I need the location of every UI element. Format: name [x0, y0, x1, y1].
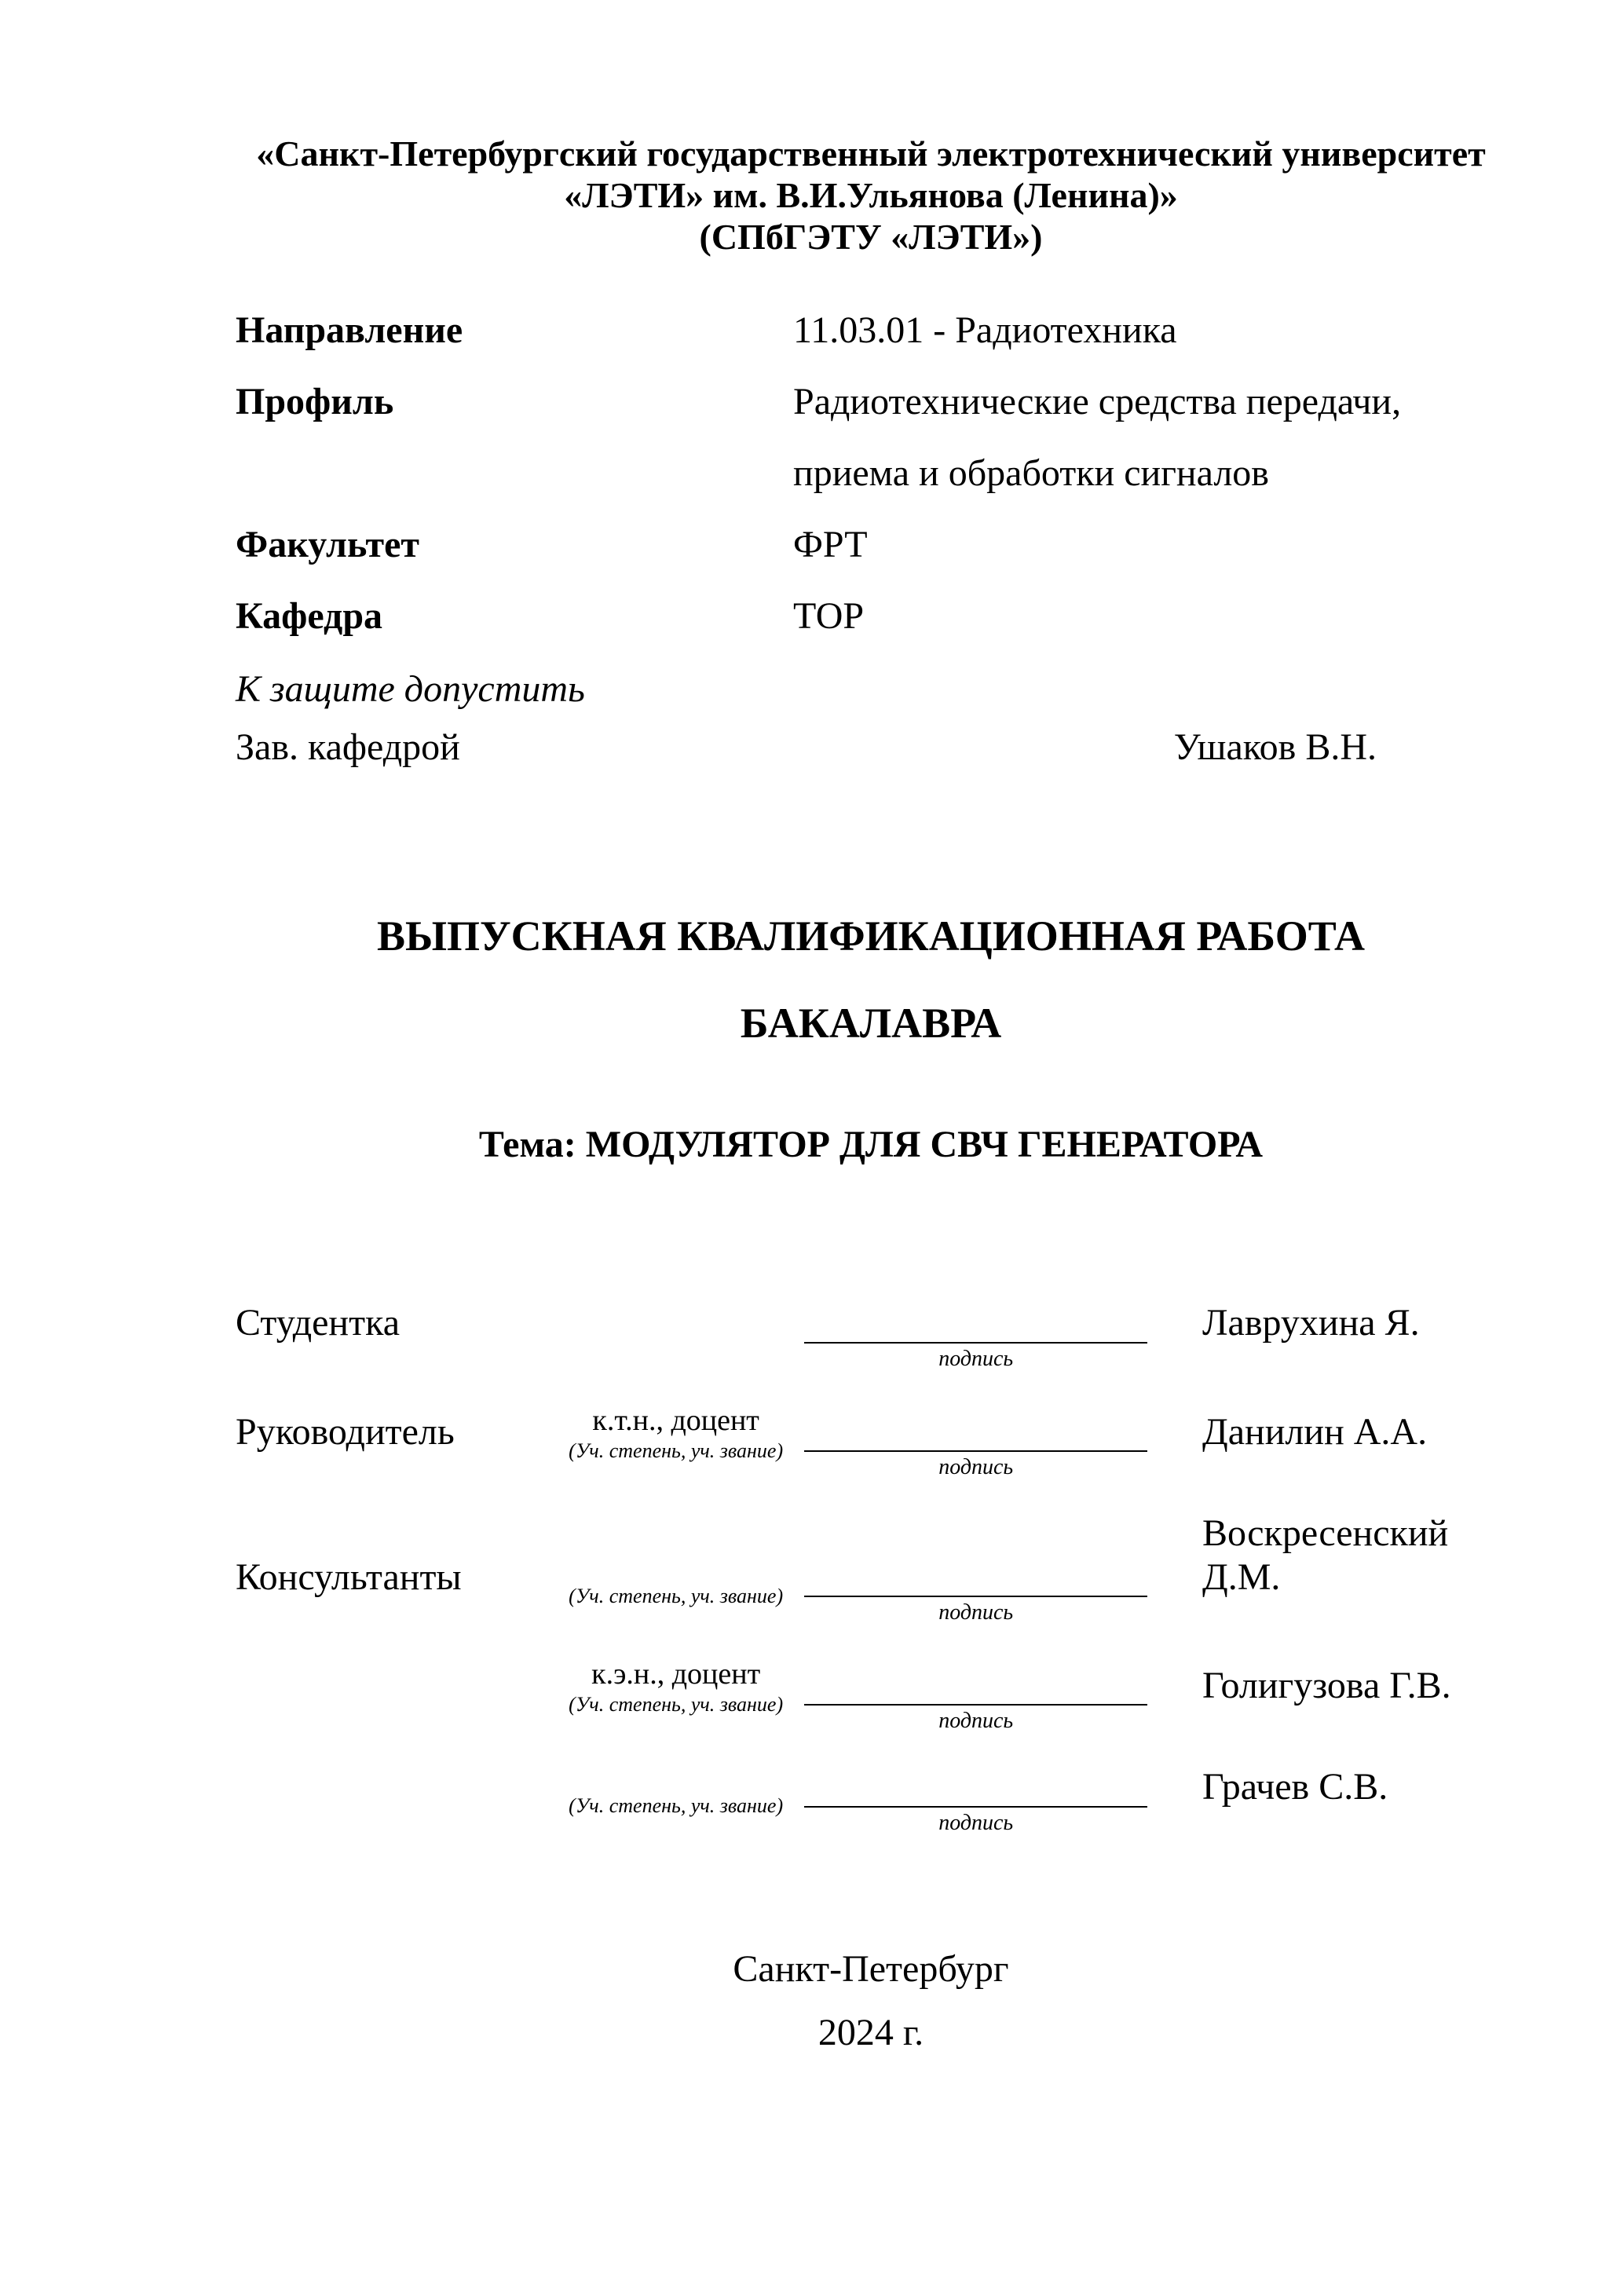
degree-label: к.т.н., доцент [592, 1403, 759, 1437]
faculty-label: Факультет [236, 524, 419, 566]
signature-line [804, 1336, 1147, 1344]
degree-caption: (Уч. степень, уч. звание) [569, 1794, 784, 1818]
signatory-role-label: Консультанты [236, 1556, 462, 1598]
profile-value [793, 366, 1506, 509]
signature-line [804, 1800, 1147, 1808]
program-row [236, 294, 1506, 366]
signatures-section [236, 1301, 1506, 1838]
department-value-line1: ТОР [793, 595, 865, 638]
signatory-role-label: Руководитель [236, 1411, 455, 1453]
degree-block [547, 1584, 804, 1608]
degree-block [547, 1657, 804, 1717]
department-label: Кафедра [236, 595, 383, 638]
department-head-label: Зав. кафедрой [236, 726, 460, 768]
approval-block [236, 660, 1506, 777]
degree-block [547, 1793, 804, 1818]
signature-line [804, 1444, 1147, 1452]
degree-caption: (Уч. степень, уч. звание) [569, 1439, 784, 1463]
signature-row-consultant-3 [236, 1765, 1506, 1838]
program-row [236, 366, 1506, 509]
university-abbreviation: (СПбГЭТУ «ЛЭТИ») [699, 216, 1043, 257]
direction-value-line1: 11.03.01 - Радиотехника [793, 309, 1177, 351]
signature-row-supervisor [236, 1403, 1506, 1484]
signatory-name: Лаврухина Я. [1202, 1302, 1420, 1344]
program-info [236, 294, 1506, 653]
profile-value-line1: Радиотехнические средства передачи, [793, 380, 1402, 422]
signature-row-consultant-1 [236, 1512, 1506, 1628]
program-row [236, 509, 1506, 580]
university-name-line1: «Санкт-Петербургский государственный электротехнический университет [256, 133, 1486, 174]
work-title [236, 893, 1506, 1066]
signature-line [804, 1698, 1147, 1706]
signature-field [804, 1698, 1147, 1737]
direction-value [793, 294, 1506, 366]
faculty-value [793, 509, 1506, 580]
footer [236, 1937, 1506, 2065]
degree-label: к.э.н., доцент [591, 1657, 761, 1691]
work-title-line2: БАКАЛАВРА [740, 1000, 1002, 1047]
signature-row-student [236, 1301, 1506, 1374]
profile-value-line2: приема и обработки сигналов [793, 452, 1269, 495]
admit-to-defense-line: К защите допустить [236, 667, 585, 710]
signature-caption: подпись [938, 1810, 1014, 1835]
signature-caption: подпись [938, 1346, 1014, 1371]
year-label: 2024 г. [817, 2012, 924, 2054]
work-title-line1: ВЫПУСКНАЯ КВАЛИФИКАЦИОННАЯ РАБОТА [376, 912, 1366, 960]
signatory-name: Голигузова Г.В. [1202, 1665, 1451, 1707]
program-row [236, 580, 1506, 652]
profile-label: Профиль [236, 380, 394, 422]
work-topic: Тема: МОДУЛЯТОР ДЛЯ СВЧ ГЕНЕРАТОРА [478, 1123, 1264, 1165]
university-header [236, 133, 1506, 258]
signature-field [804, 1589, 1147, 1629]
signatory-role-label: Студентка [236, 1302, 400, 1344]
university-name-line2: «ЛЭТИ» им. В.И.Ульянова (Ленина)» [564, 174, 1178, 215]
direction-label: Направление [236, 309, 463, 351]
department-value [793, 580, 1506, 652]
signature-row-consultant-2 [236, 1657, 1506, 1738]
signature-field [804, 1336, 1147, 1375]
department-head-name: Ушаков В.Н. [1173, 726, 1377, 768]
faculty-value-line1: ФРТ [793, 524, 868, 566]
department-head-row [236, 718, 1506, 777]
signatory-name: Грачев С.В. [1202, 1766, 1388, 1808]
signature-caption: подпись [938, 1455, 1014, 1480]
signature-line [804, 1589, 1147, 1597]
signature-field [804, 1444, 1147, 1483]
degree-caption: (Уч. степень, уч. звание) [569, 1584, 784, 1607]
degree-block [547, 1403, 804, 1464]
signature-field [804, 1800, 1147, 1839]
signature-caption: подпись [938, 1600, 1014, 1625]
city-label: Санкт-Петербург [733, 1947, 1009, 1990]
signatory-name: Данилин А.А. [1202, 1411, 1428, 1453]
signatory-name: Воскресенский Д.М. [1202, 1512, 1449, 1598]
signature-caption: подпись [938, 1709, 1014, 1734]
degree-caption: (Уч. степень, уч. звание) [569, 1693, 784, 1717]
